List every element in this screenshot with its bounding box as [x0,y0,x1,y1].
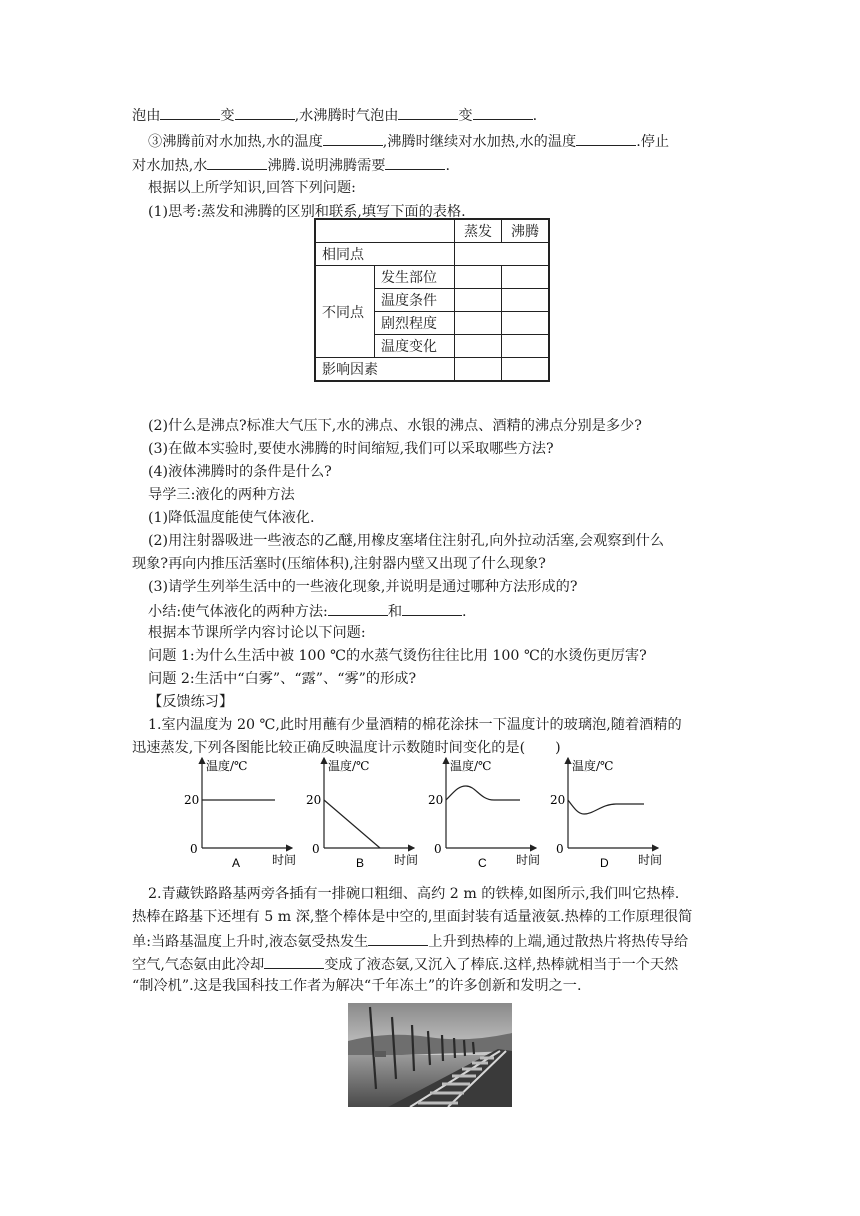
fill-blank[interactable] [323,130,383,146]
fill-blank[interactable] [398,104,458,120]
y-tick-20: 20 [306,793,322,807]
question-4: (4)液体沸腾时的条件是什么? [148,464,332,480]
table-cell[interactable] [502,335,550,358]
table-cell[interactable] [455,335,502,358]
curve-c [446,786,520,800]
y-tick-20: 20 [184,793,200,807]
table-row-diff: 不同点 [315,266,375,358]
exercise-2-a: 2.青藏铁路路基两旁各插有一排碗口粗细、高约 2 m 的铁棒,如图所示,我们叫它热棒. [148,886,680,902]
table-cell[interactable] [502,312,550,335]
y-tick-20: 20 [428,793,444,807]
discussion-intro: 根据本节课所学内容讨论以下问题: [148,625,366,641]
fill-blank[interactable] [328,600,388,616]
option-label-b: B [356,856,365,867]
option-label-d: D [600,856,609,867]
fill-blank[interactable] [576,130,636,146]
origin-label: 0 [190,842,198,856]
y-tick-20: 20 [550,793,566,807]
fill-blank[interactable] [264,953,324,969]
liquefy-q2-b: 现象?再向内推压活塞时(压缩体积),注射器内壁又出现了什么现象? [132,556,546,572]
exercise-1-b: 迅速蒸发,下列各图能比较正确反映温度计示数随时间变化的是( ) [132,740,561,756]
text-line-5: (1)思考:蒸发和沸腾的区别和联系,填写下面的表格. [148,204,466,220]
fill-blank[interactable] [402,600,462,616]
liquefy-q3: (3)请学生列举生活中的一些液化现象,并说明是通过哪种方法形成的? [148,579,578,595]
origin-label: 0 [312,842,320,856]
exercise-1-a: 1.室内温度为 20 ℃,此时用蘸有少量酒精的棉花涂抹一下温度计的玻璃泡,随着酒精的 [148,717,682,733]
table-cell[interactable] [502,289,550,312]
x-axis-label: 时间 [272,853,297,867]
fill-blank[interactable] [207,154,267,170]
text-line-2: ③沸腾前对水加热,水的温度 ,沸腾时继续对水加热,水的温度 .停止 [148,130,669,152]
table-row-label: 温度变化 [375,335,455,358]
section-heading-3: 导学三:液化的两种方法 [148,487,295,503]
option-label-c: C [478,856,487,867]
x-axis-label: 时间 [394,853,419,867]
curve-d [568,800,644,814]
table-cell[interactable] [502,358,550,382]
curve-b [324,800,380,848]
exercise-2-d: 空气,气态氨由此冷却 变成了液态氨,又沉入了棒底.这样,热棒就相当于一个天然 [132,953,678,975]
table-row-label: 发生部位 [375,266,455,289]
y-axis-label: 温度/℃ [572,759,614,773]
table-cell[interactable] [455,243,550,266]
table-cell[interactable] [455,266,502,289]
graph-a[interactable] [184,758,296,867]
fill-blank[interactable] [368,930,428,946]
table-row-label: 温度条件 [375,289,455,312]
table-cell[interactable] [455,358,502,382]
table-header-evaporation: 蒸发 [455,219,502,243]
y-axis-label: 温度/℃ [450,759,492,773]
table-header-boiling: 沸腾 [502,219,550,243]
table-row-same: 相同点 [315,243,455,266]
text-line-3: 对水加热,水 沸腾.说明沸腾需要 . [132,154,450,176]
exercise-2-e: “制冷机”.这是我国科技工作者为解决“千年冻土”的许多创新和发明之一. [132,978,582,994]
exercise-2-c: 单:当路基温度上升时,液态氨受热发生 上升到热棒的上端,通过散热片将热传导给 [132,930,688,952]
fill-blank[interactable] [160,104,220,120]
table-cell[interactable] [502,266,550,289]
table-corner [315,219,455,243]
exercise-2-b: 热棒在路基下还埋有 5 m 深,整个棒体是中空的,里面封装有适量液氨.热棒的工作原理很简 [132,909,693,925]
graph-b[interactable] [306,758,418,867]
table-cell[interactable] [455,312,502,335]
table-row-factor: 影响因素 [315,358,455,382]
option-label-a: A [232,856,241,867]
origin-label: 0 [434,842,442,856]
text-line-1: 泡由 变 ,水沸腾时气泡由 变 . [132,104,537,126]
fill-blank[interactable] [385,154,445,170]
problem-2: 问题 2:生活中“白雾”、“露”、“雾”的形成? [148,671,417,687]
summary-line: 小结:使气体液化的两种方法: 和 . [148,600,467,622]
table-row-label: 剧烈程度 [375,312,455,335]
fill-blank[interactable] [235,104,295,120]
feedback-heading: 【反馈练习】 [148,694,234,710]
y-axis-label: 温度/℃ [206,759,248,773]
railway-heat-rod-photo [348,1003,512,1107]
liquefy-q1: (1)降低温度能使气体液化. [148,510,315,526]
x-axis-label: 时间 [638,853,663,867]
origin-label: 0 [556,842,564,856]
question-3: (3)在做本实验时,要使水沸腾的时间缩短,我们可以采取哪些方法? [148,441,554,457]
table-cell[interactable] [455,289,502,312]
problem-1: 问题 1:为什么生活中被 100 ℃的水蒸气烫伤往往比用 100 ℃的水烫伤更厉害? [148,648,647,664]
liquefy-q2-a: (2)用注射器吸进一些液态的乙醚,用橡皮塞堵住注射孔,向外拉动活塞,会观察到什么 [148,533,665,549]
answer-graphs [180,752,680,867]
question-2: (2)什么是沸点?标准大气压下,水的沸点、水银的沸点、酒精的沸点分别是多少? [148,418,642,434]
graph-c[interactable] [428,758,540,867]
y-axis-label: 温度/℃ [328,759,370,773]
comparison-table [314,218,550,382]
x-axis-label: 时间 [516,853,541,867]
graph-d[interactable] [550,758,662,867]
fill-blank[interactable] [473,104,533,120]
text-line-4: 根据以上所学知识,回答下列问题: [148,180,356,196]
